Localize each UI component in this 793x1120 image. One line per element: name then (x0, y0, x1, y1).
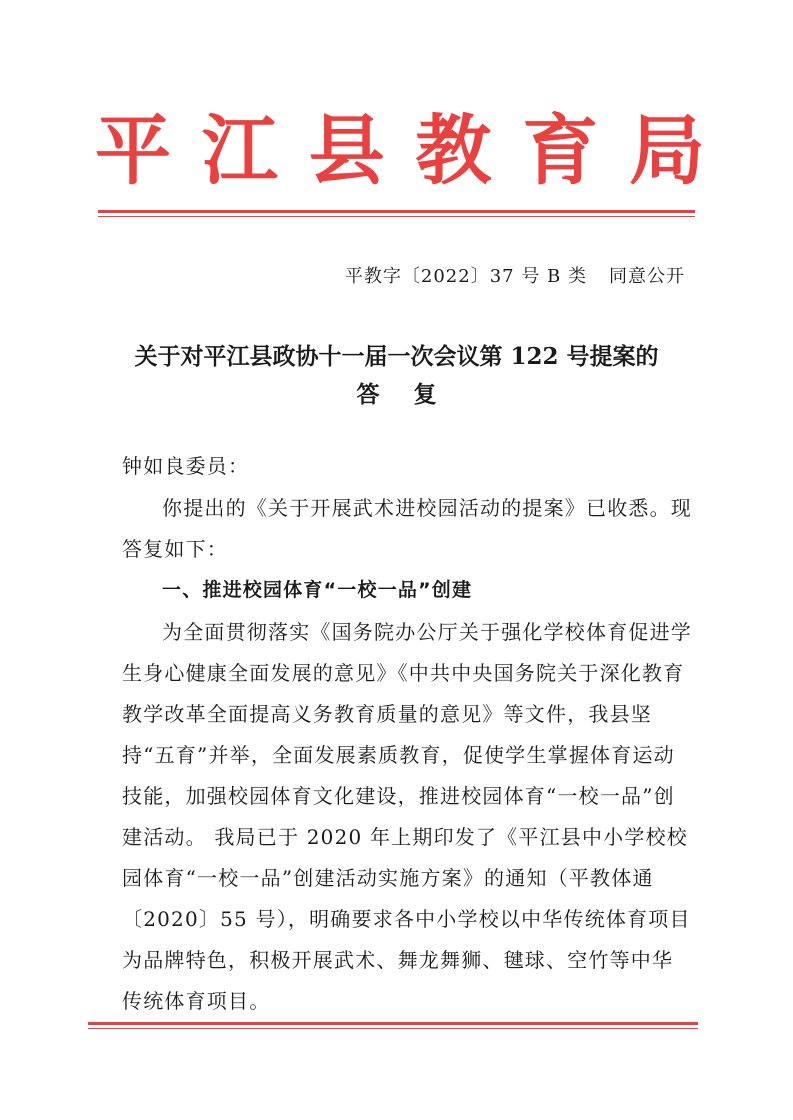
section-heading-1: 一、推进校园体育“一校一品”创建 (162, 579, 473, 601)
organization-char: 平 (95, 106, 171, 195)
header-divider-thin (98, 216, 695, 217)
organization-char: 育 (522, 106, 599, 195)
body-paragraph-2: 为全面贯彻落实《国务院办公厅关于强化学校体育促进学生身心健康全面发展的意见》《中共中央国务院关于深化教育教学改革全面提高义务教育质量的意见》等文件，我县坚持“五育”并举，全面发展素质教育，促使学生掌握体育运动技能，加强校园体育文化建设，推进校园体育“一校一品”创建活动。 我局已于 2020 年上期印发了《平江县中小学校校园体育“一校一品”创建活动实施方案》的通知（平教体通〔2020〕55 号），明确要求各中小学校以中华传统体育项目为品牌特色，积极开展武术、舞龙舞狮、毽球、空竹等中华传统体育项目。 (122, 620, 692, 1013)
header-divider (98, 210, 695, 217)
organization-header (95, 106, 705, 196)
organization-char: 局 (628, 106, 705, 195)
salutation: 钟如良委员： (122, 454, 250, 478)
footer-divider (88, 1022, 698, 1029)
title-line-1: 关于对平江县政协十一届一次会议第 122 号提案的 (134, 343, 659, 370)
footer-divider-thick (88, 1022, 698, 1025)
organization-char: 教 (415, 106, 492, 195)
disclosure-status: 同意公开 (609, 266, 685, 287)
body-paragraph-1: 你提出的《关于开展武术进校园活动的提案》已收悉。现答复如下： (122, 496, 692, 561)
footer-divider-thin (88, 1028, 698, 1029)
organization-char: 县 (308, 106, 385, 195)
document-title (90, 338, 703, 414)
title-line-2: 答复 (356, 381, 471, 408)
organization-char: 江 (201, 106, 278, 195)
document-number (300, 262, 685, 288)
document-reference: 平教字〔2022〕37 号 B 类 (344, 266, 587, 287)
header-divider-thick (98, 210, 695, 213)
